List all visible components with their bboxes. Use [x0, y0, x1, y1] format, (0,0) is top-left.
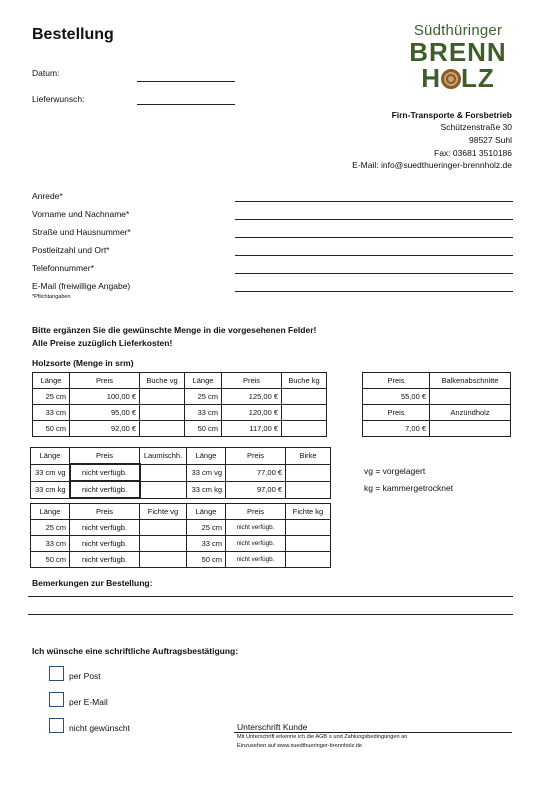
quantity-input[interactable]: [140, 464, 187, 481]
cell-price: nicht verfügb.: [226, 552, 286, 568]
table-row: [31, 464, 331, 481]
cell-length: 33 cm kg: [187, 481, 226, 498]
col-header: Länge: [185, 373, 222, 389]
quantity-input[interactable]: [140, 536, 187, 552]
col-header: Buche vg: [140, 373, 185, 389]
cell-length: 25 cm: [187, 520, 226, 536]
table-row: [31, 536, 331, 552]
quantity-input[interactable]: [140, 481, 187, 498]
date-label: Datum:: [32, 68, 60, 78]
cell-price: 100,00 €: [70, 389, 140, 405]
quantity-input[interactable]: [140, 520, 187, 536]
quantity-input[interactable]: [286, 464, 331, 481]
quantity-input[interactable]: [430, 389, 511, 405]
quantity-input[interactable]: [282, 421, 327, 437]
quantity-input[interactable]: [140, 405, 185, 421]
field-label-phone: Telefonnummer*: [32, 263, 94, 273]
table-row: [31, 520, 331, 536]
cell-price: 97,00 €: [226, 481, 286, 498]
signature-label: Unterschrift Kunde: [237, 722, 308, 732]
instruction-line1: Bitte ergänzen Sie die gewünschte Menge in die vorgesehenen Felder!: [32, 325, 317, 335]
cell-length: 33 cm: [187, 536, 226, 552]
signature-note-1: Mit Unterschrift erkenne ich die AGB´s und Zahlungsbedingungen an: [237, 734, 408, 740]
date-field[interactable]: [137, 81, 235, 82]
delivery-field[interactable]: [137, 104, 235, 105]
quantity-input[interactable]: [286, 520, 331, 536]
delivery-label: Lieferwunsch:: [32, 94, 85, 104]
cell-price: 55,00 €: [363, 389, 430, 405]
col-header: Preis: [226, 448, 286, 465]
cell-length: 33 cm vg: [187, 464, 226, 481]
cell-price: 125,00 €: [222, 389, 282, 405]
cell-price: 120,00 €: [222, 405, 282, 421]
field-label-anrede: Anrede*: [32, 191, 63, 201]
col-header: Preis: [363, 373, 430, 389]
col-header: Preis: [226, 504, 286, 520]
table-row: [31, 481, 331, 498]
cell-price: nicht verfügb.: [226, 536, 286, 552]
col-header: Preis: [70, 373, 140, 389]
quantity-input[interactable]: [140, 421, 185, 437]
cell-length: 50 cm: [33, 421, 70, 437]
quantity-input[interactable]: [286, 552, 331, 568]
cell-length: 33 cm: [31, 536, 70, 552]
table-header-row: [33, 373, 327, 389]
cell-length: 33 cm: [33, 405, 70, 421]
col-header: Länge: [187, 504, 226, 520]
col-header: Birke: [286, 448, 331, 465]
quantity-input[interactable]: [140, 389, 185, 405]
confirmation-label: Ich wünsche eine schriftliche Auftragsbestätigung:: [32, 646, 239, 656]
option-none-label: nicht gewünscht: [69, 723, 130, 733]
field-line-name[interactable]: [235, 219, 513, 220]
option-post-label: per Post: [69, 671, 101, 681]
field-line-email[interactable]: [235, 291, 513, 292]
instruction-line2: Alle Preise zuzüglich Lieferkosten!: [32, 338, 173, 348]
company-street: Schützenstraße 30: [440, 122, 512, 132]
wood-heading: Holzsorte (Menge in srm): [32, 358, 134, 368]
table-buche: [32, 372, 327, 437]
quantity-input[interactable]: [286, 536, 331, 552]
logo-line1: Südthüringer: [413, 22, 503, 39]
table-row: [363, 389, 511, 405]
quantity-input[interactable]: [140, 552, 187, 568]
cell-price: 92,00 €: [70, 421, 140, 437]
remarks-label: Bemerkungen zur Bestellung:: [32, 578, 153, 588]
col-header: Preis: [222, 373, 282, 389]
company-name: Firn-Transporte & Forsbetrieb: [391, 110, 512, 120]
col-header: Länge: [31, 448, 70, 465]
cell-price: nicht verfügb.: [70, 464, 140, 481]
col-header: Preis: [70, 448, 140, 465]
wood-ring-icon: [441, 69, 461, 89]
remarks-line-2[interactable]: [28, 614, 513, 615]
remarks-line-1[interactable]: [28, 596, 513, 597]
col-header: Fichte kg: [286, 504, 331, 520]
table-row: [33, 389, 327, 405]
logo-line3: H LZ: [421, 63, 495, 93]
table-header-row: [363, 373, 511, 389]
option-email-label: per E-Mail: [69, 697, 108, 707]
cell-length: 50 cm: [187, 552, 226, 568]
col-header: Preis: [70, 504, 140, 520]
table-fichte: [30, 503, 331, 568]
field-line-city[interactable]: [235, 255, 513, 256]
cell-length: 50 cm: [185, 421, 222, 437]
checkbox-email[interactable]: [49, 692, 64, 707]
cell-length: 33 cm: [185, 405, 222, 421]
page-title: Bestellung: [32, 26, 114, 43]
company-logo: [398, 22, 518, 91]
signature-note-2: Einzusehen auf www.suedthueringer-brennholz.de: [237, 743, 363, 749]
table-header-row: [31, 504, 331, 520]
cell-price: 95,00 €: [70, 405, 140, 421]
cell-price: nicht verfügb.: [70, 552, 140, 568]
cell-price: 7,00 €: [363, 421, 430, 437]
field-line-anrede[interactable]: [235, 201, 513, 202]
cell-price: 77,00 €: [226, 464, 286, 481]
table-row: [33, 421, 327, 437]
table-header-row: [363, 405, 511, 421]
company-fax: Fax: 03681 3510186: [434, 148, 512, 158]
cell-length: 33 cm kg: [31, 481, 70, 498]
field-label-city: Postleitzahl und Ort*: [32, 245, 110, 255]
table-row: [31, 552, 331, 568]
table-laumisch-birke: [30, 447, 331, 499]
col-header: Fichte vg: [140, 504, 187, 520]
table-row: [33, 405, 327, 421]
signature-line[interactable]: [234, 732, 512, 733]
quantity-input[interactable]: [430, 421, 511, 437]
col-header: Länge: [187, 448, 226, 465]
col-header: Laumischh.: [140, 448, 187, 465]
table-header-row: [31, 448, 331, 465]
col-header: Balkenabschnitte: [430, 373, 511, 389]
table-row: [363, 421, 511, 437]
col-header: Länge: [31, 504, 70, 520]
field-label-name: Vorname und Nachname*: [32, 209, 130, 219]
table-side: [362, 372, 511, 437]
cell-price: nicht verfügb.: [70, 536, 140, 552]
legend-kg: kg = kammergetrocknet: [364, 483, 454, 493]
legend-vg: vg = vorgelagert: [364, 466, 426, 476]
cell-length: 25 cm: [185, 389, 222, 405]
col-header: Buche kg: [282, 373, 327, 389]
quantity-input[interactable]: [282, 405, 327, 421]
field-line-street[interactable]: [235, 237, 513, 238]
cell-price: 117,00 €: [222, 421, 282, 437]
cell-price: nicht verfügb.: [226, 520, 286, 536]
field-label-email: E-Mail (freiwillige Angabe): [32, 281, 131, 291]
cell-length: 50 cm: [31, 552, 70, 568]
col-header: Anzündholz: [430, 405, 511, 421]
required-note: *Pflichtangaben: [32, 294, 71, 300]
col-header: Preis: [363, 405, 430, 421]
checkbox-none[interactable]: [49, 718, 64, 733]
company-city: 98527 Suhl: [468, 135, 512, 145]
cell-price: nicht verfügb.: [70, 481, 140, 498]
quantity-input[interactable]: [282, 389, 327, 405]
field-line-phone[interactable]: [235, 273, 513, 274]
checkbox-post[interactable]: [49, 666, 64, 681]
col-header: Länge: [33, 373, 70, 389]
quantity-input[interactable]: [286, 481, 331, 498]
cell-length: 25 cm: [33, 389, 70, 405]
company-email: E-Mail: info@suedthueringer-brennholz.de: [352, 160, 512, 170]
cell-length: 25 cm: [31, 520, 70, 536]
cell-length: 33 cm vg: [31, 464, 70, 481]
logo-line2: BRENN: [409, 37, 507, 67]
cell-price: nicht verfügb.: [70, 520, 140, 536]
field-label-street: Straße und Hausnummer*: [32, 227, 131, 237]
